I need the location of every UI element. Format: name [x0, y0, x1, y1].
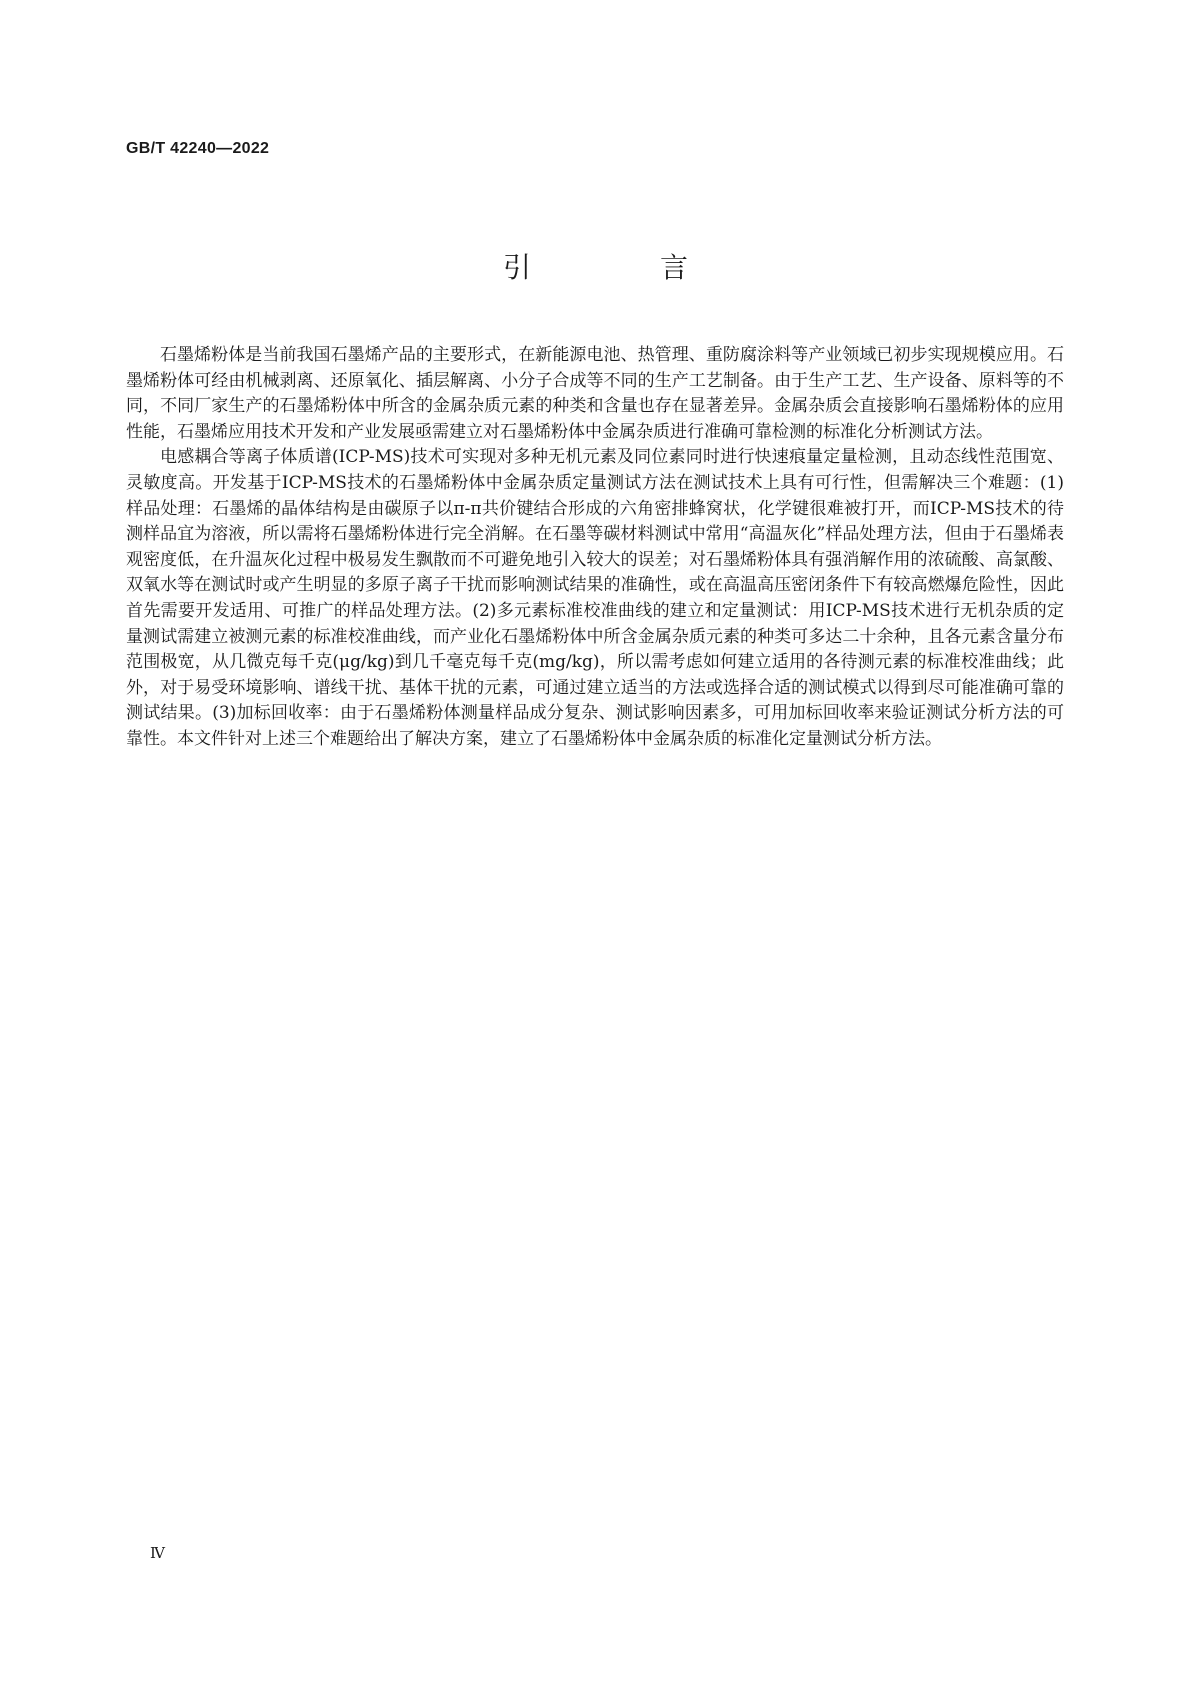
page-title: 引 言	[503, 251, 748, 284]
paragraph-2: 电感耦合等离子体质谱(ICP-MS)技术可实现对多种无机元素及同位素同时进行快速痕量定量检测，且动态线性范围宽、灵敏度高。开发基于ICP-MS技术的石墨烯粉体中金属杂质定量测试方法在测试技术上具有可行性，但需解决三个难题：(1)样品处理：石墨烯的晶体结构是由碳原子以π-π共价键结合形成的六角密排蜂窝状，化学键很难被打开，而ICP-MS技术的待测样品宜为溶液，所以需将石墨烯粉体进行完全消解。在石墨等碳材料测试中常用“高温灰化”样品处理方法，但由于石墨烯表观密度低，在升温灰化过程中极易发生飘散而不可避免地引入较大的误差；对石墨烯粉体具有强消解作用的浓硫酸、高氯酸、双氧水等在测试时或产生明显的多原子离子干扰而影响测试结果的准确性，或在高温高压密闭条件下有较高燃爆危险性，因此首先需要开发适用、可推广的样品处理方法。(2)多元素标准校准曲线的建立和定量测试：用ICP-MS技术进行无机杂质的定量测试需建立被测元素的标准校准曲线，而产业化石墨烯粉体中所含金属杂质元素的种类可多达二十余种，且各元素含量分布范围极宽，从几微克每千克(μg/kg)到几千毫克每千克(mg/kg)，所以需考虑如何建立适用的各待测元素的标准校准曲线；此外，对于易受环境影响、谱线干扰、基体干扰的元素，可通过建立适当的方法或选择合适的测试模式以得到尽可能准确可靠的测试结果。(3)加标回收率：由于石墨烯粉体测量样品成分复杂、测试影响因素多，可用加标回收率来验证测试分析方法的可靠性。本文件针对上述三个难题给出了解决方案，建立了石墨烯粉体中金属杂质的标准化定量测试分析方法。	[126, 447, 1065, 749]
body-text	[126, 343, 1064, 753]
page-number: Ⅳ	[150, 1546, 165, 1562]
paragraph-1: 石墨烯粉体是当前我国石墨烯产品的主要形式，在新能源电池、热管理、重防腐涂料等产业领域已初步实现规模应用。石墨烯粉体可经由机械剥离、还原氧化、插层解离、小分子合成等不同的生产工艺制备。由于生产工艺、生产设备、原料等的不同，不同厂家生产的石墨烯粉体中所含的金属杂质元素的种类和含量也存在显著差异。金属杂质会直接影响石墨烯粉体的应用性能，石墨烯应用技术开发和产业发展亟需建立对石墨烯粉体中金属杂质进行准确可靠检测的标准化分析测试方法。	[126, 345, 1064, 442]
standard-number: GB/T 42240—2022	[126, 140, 270, 157]
